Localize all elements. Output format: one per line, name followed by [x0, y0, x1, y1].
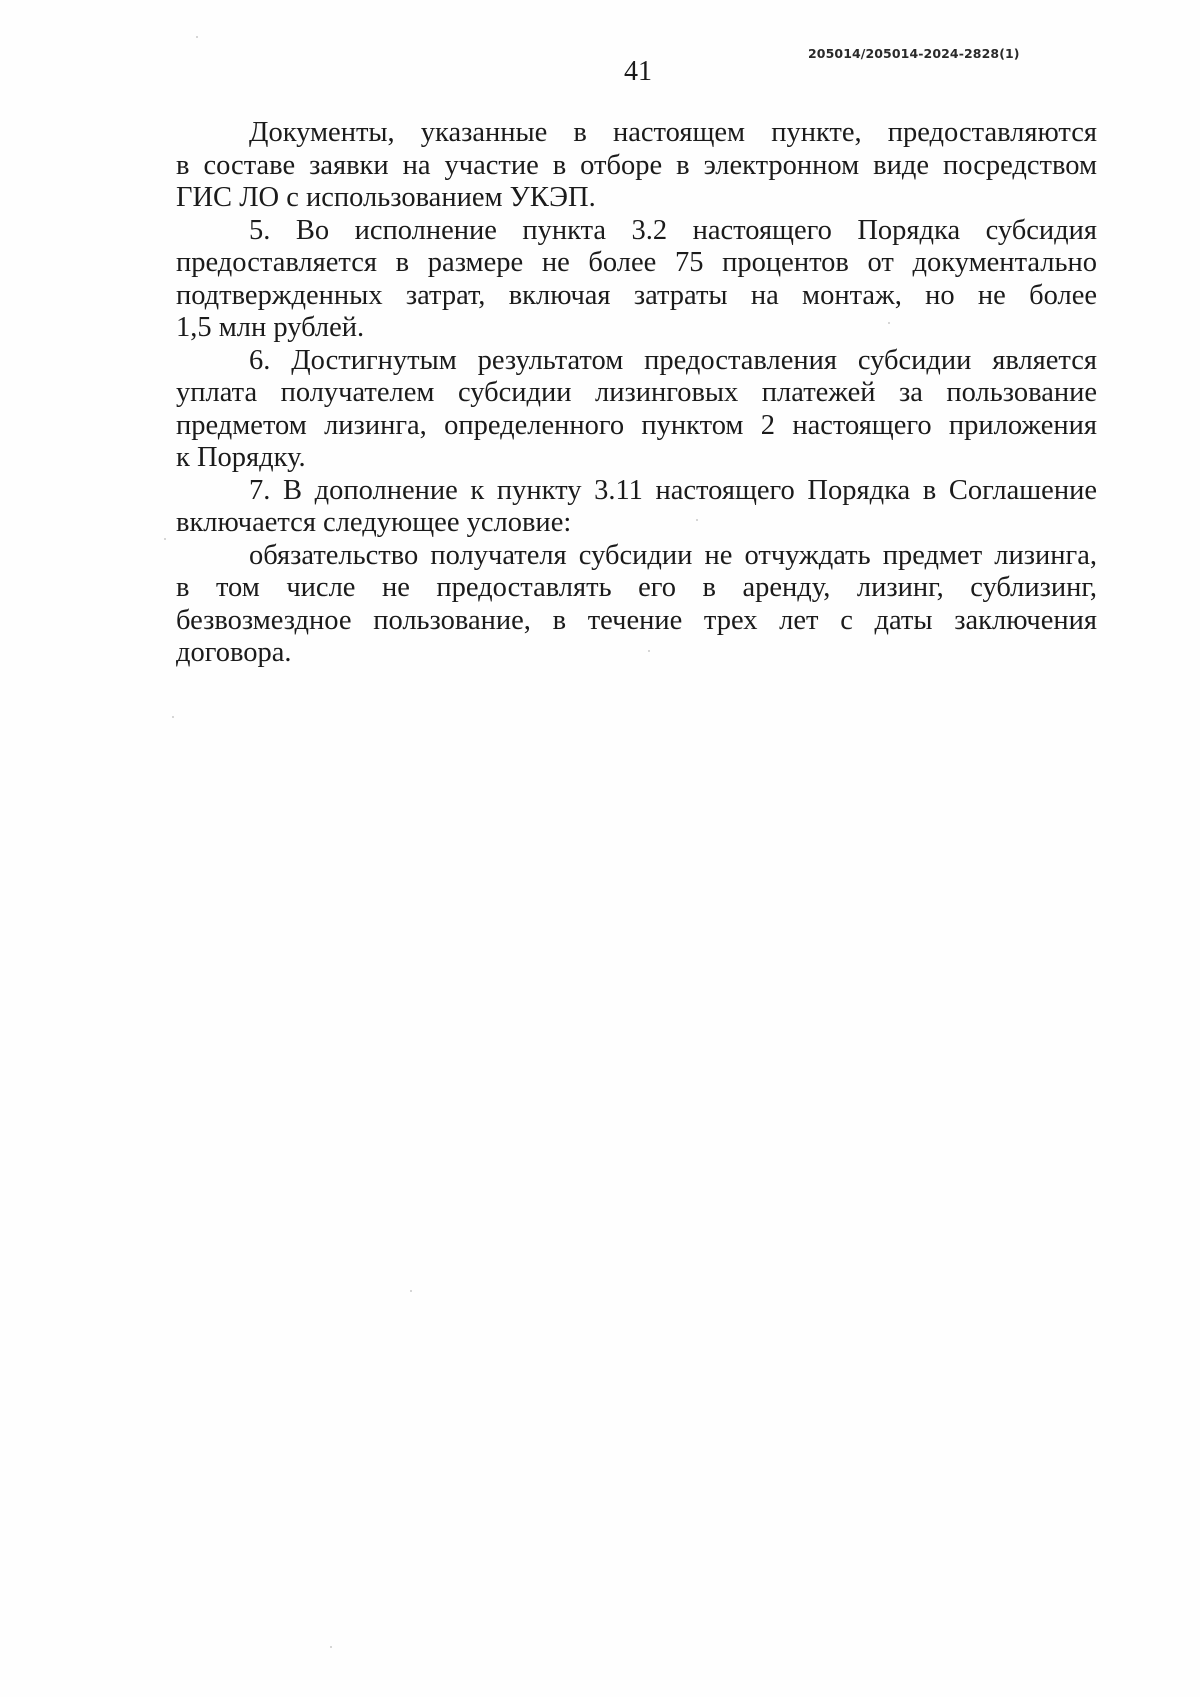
scan-speck [696, 519, 698, 521]
text-line: безвозмездное пользование, в течение трех лет с даты заключения [176, 604, 1097, 636]
document-body [176, 117, 1097, 670]
text-line: ГИС ЛО с использованием УКЭП. [176, 182, 596, 213]
paragraph-item-6 [176, 345, 1097, 475]
scan-speck [172, 716, 174, 718]
text-line: в составе заявки на участие в отборе в электронном виде посредством [176, 149, 1097, 181]
text-line: предметом лизинга, определенного пунктом 2 настоящего приложения [176, 409, 1097, 441]
text-line: 6. Достигнутым результатом предоставления субсидии является [249, 344, 1097, 376]
paragraph-obligation [176, 540, 1097, 670]
paragraph-documents [176, 117, 1097, 215]
text-line: обязательство получателя субсидии не отчуждать предмет лизинга, [249, 539, 1097, 571]
text-line: в том числе не предоставлять его в аренду, лизинг, сублизинг, [176, 572, 1097, 603]
scan-speck [648, 650, 650, 652]
text-line: предоставляется в размере не более 75 процентов от документально [176, 247, 1097, 278]
text-line: включается следующее условие: [176, 507, 572, 538]
scan-speck [196, 36, 198, 38]
text-line: к Порядку. [176, 442, 306, 473]
text-line: подтвержденных затрат, включая затраты на монтаж, но не более [176, 279, 1097, 311]
paragraph-item-5 [176, 215, 1097, 345]
page-number: 41 [624, 56, 652, 87]
scan-speck [888, 322, 890, 324]
scan-speck [330, 1646, 332, 1648]
scan-speck [164, 538, 166, 540]
scan-speck [410, 1290, 412, 1292]
text-line: уплата получателем субсидии лизинговых платежей за пользование [176, 377, 1097, 408]
text-line: 5. Во исполнение пункта 3.2 настоящего Порядка субсидия [249, 214, 1097, 246]
paragraph-item-7 [176, 475, 1097, 540]
text-line: 1,5 млн рублей. [176, 312, 365, 343]
document-registration-code: 205014/205014-2024-2828(1) [808, 46, 1020, 61]
text-line: Документы, указанные в настоящем пункте, предоставляются [249, 117, 1097, 148]
text-line: договора. [176, 637, 292, 668]
text-line: 7. В дополнение к пункту 3.11 настоящего Порядка в Соглашение [249, 474, 1097, 506]
